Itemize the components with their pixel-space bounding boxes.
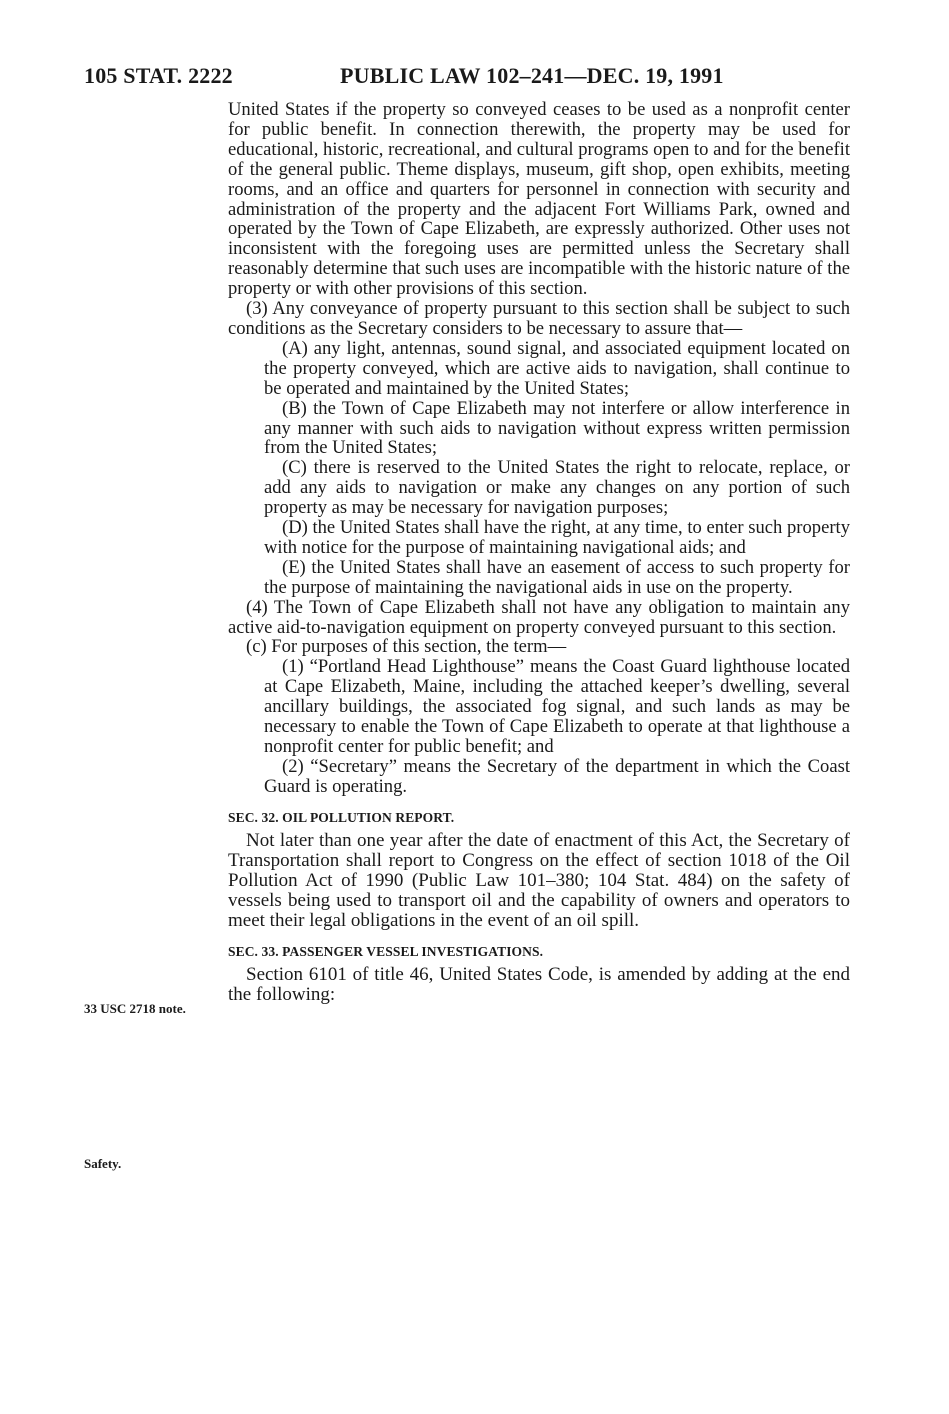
subparagraph-b3a: (A) any light, antennas, sound signal, and associated equipment located on the property conveyed, which are active aids to navigation, shall continue to be operated and maintained by the United States; — [264, 337, 850, 399]
subparagraph-b3d: (D) the United States shall have the right, at any time, to enter such property with notice for the purpose of maintaining navigational aids; and — [264, 517, 850, 558]
page-header — [84, 62, 854, 90]
section-33-heading: SEC. 33. PASSENGER VESSEL INVESTIGATIONS. — [228, 943, 544, 959]
document-body — [228, 100, 850, 1005]
margin-note-safety: Safety. — [84, 1156, 122, 1171]
stat-citation: 105 STAT. 2222 — [84, 63, 233, 88]
subparagraph-b3e: (E) the United States shall have an easement of access to such property for the purpose of maintaining the navigational aids in use on the property. — [264, 556, 850, 598]
subparagraph-c1: (1) “Portland Head Lighthouse” means the Coast Guard lighthouse located at Cape Elizabeth, Maine, including the attached keeper’s dwelling, several ancillary buildings, the associated fog signal, and such lands as may be necessary to enable the Town of Cape Elizabeth to operate at that lighthouse a nonprofit center for public benefit; and — [264, 656, 850, 757]
section-32-heading: SEC. 32. OIL POLLUTION REPORT. — [228, 809, 455, 825]
subparagraph-b3b: (B) the Town of Cape Elizabeth may not interfere or allow interference in any manner with such aids to navigation without express written permission from the United States; — [264, 397, 850, 459]
paragraph-b3: (3) Any conveyance of property pursuant to this section shall be subject to such conditions as the Secretary considers to be necessary to assure that— — [228, 298, 850, 339]
section-33-text: Section 6101 of title 46, United States Code, is amended by adding at the end the following: — [228, 963, 850, 1005]
paragraph-b4: (4) The Town of Cape Elizabeth shall not have any obligation to maintain any active aid-to-navigation equipment on property conveyed pursuant to this section. — [228, 596, 850, 638]
subparagraph-b3c: (C) there is reserved to the United States the right to relocate, replace, or add any aids to navigation or make any changes on any portion of such property as may be necessary for navigation purposes; — [264, 457, 850, 519]
section-32-text: Not later than one year after the date of enactment of this Act, the Secretary of Transportation shall report to Congress on the effect of section 1018 of the Oil Pollution Act of 1990 (Public Law 101–380; 104 Stat. 484) on the safety of vessels being used to transport oil and the capability of owners and operators to meet their legal obligations in the event of an oil spill. — [228, 829, 850, 931]
margin-note-usc: 33 USC 2718 note. — [84, 1001, 186, 1016]
continuation-paragraph: United States if the property so conveyed ceases to be used as a nonprofit center for public benefit. In connection therewith, the property may be used for educational, historic, recreational, and cultural programs open to and for the benefit of the general public. Theme displays, museum, gift shop, open exhibits, meeting rooms, and an office and quarters for personnel in connection with security and administration of the property and the adjacent Fort Williams Park, owned and operated by the Town of Cape Elizabeth, are expressly authorized. Other uses not inconsistent with the foregoing uses are permitted unless the Secretary shall reasonably determine that such uses are incompatible with the historic nature of the property or with other provisions of this section. — [228, 99, 850, 300]
paragraph-c: (c) For purposes of this section, the term— — [246, 636, 567, 658]
subparagraph-c2: (2) “Secretary” means the Secretary of the department in which the Coast Guard is operating. — [264, 755, 850, 797]
public-law-title: PUBLIC LAW 102–241—DEC. 19, 1991 — [340, 63, 724, 88]
